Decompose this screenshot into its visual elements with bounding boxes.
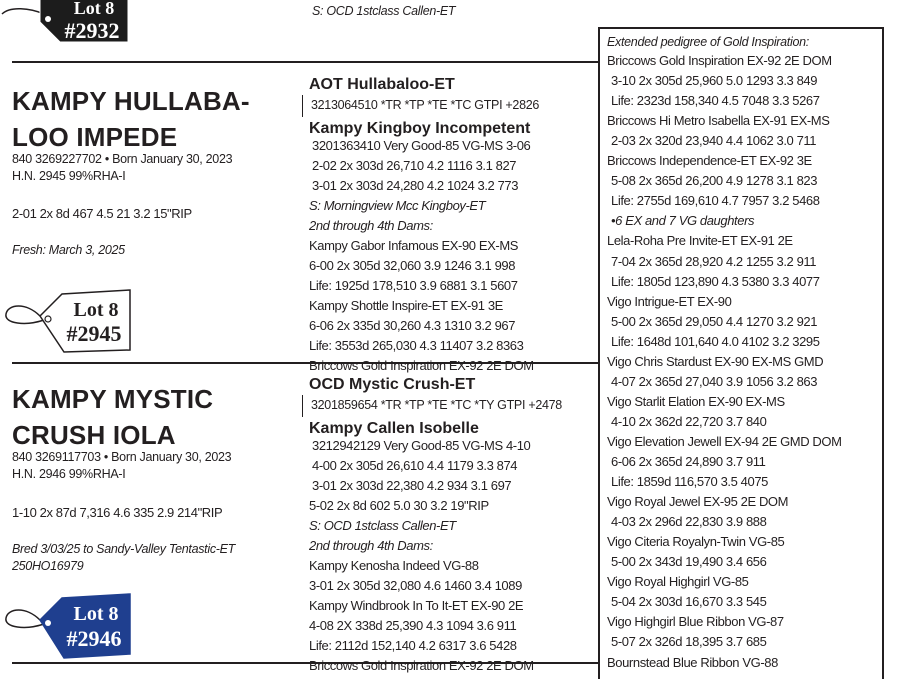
- pedigree-animal: Vigo Intrigue-ET EX-90: [607, 293, 732, 309]
- pedigree-record: 6-06 2x 365d 24,890 3.7 911: [611, 454, 766, 469]
- lot1-name-line1: KAMPY HULLABA-: [12, 86, 250, 116]
- pedigree-line: Kampy Windbrook In To It-ET EX-90 2E: [309, 598, 524, 613]
- pedigree-animal: Vigo Royal Highgirl VG-85: [607, 574, 749, 590]
- pedigree-record: 5-08 2x 365d 26,200 4.9 1278 3.1 823: [611, 173, 818, 189]
- pedigree-animal: Vigo Chris Stardust EX-90 EX-MS GMD: [607, 353, 824, 369]
- pedigree-animal: Vigo Highgirl Blue Ribbon VG-87: [607, 614, 784, 630]
- lot2-sire-bar: [302, 395, 303, 417]
- top-sire-line: S: OCD 1stclass Callen-ET: [312, 4, 456, 18]
- pedigree-record: 2-03 2x 320d 23,940 4.4 1062 3.0 711: [611, 133, 817, 149]
- pedigree-animal: Bournstead Blue Ribbon VG-88: [607, 654, 778, 670]
- extended-pedigree-box: [598, 27, 884, 679]
- lot1-sire-bar: [302, 95, 303, 117]
- pedigree-line: 6-00 2x 305d 32,060 3.9 1246 3.1 998: [309, 258, 516, 273]
- pedigree-line: S: OCD 1stclass Callen-ET: [309, 518, 456, 533]
- pedigree-animal: Lela-Roha Pre Invite-ET EX-91 2E: [607, 233, 793, 249]
- pedigree-record: 5-07 2x 326d 18,395 3.7 685: [611, 634, 767, 650]
- pedigree-animal: Vigo Citeria Royalyn-Twin VG-85: [607, 534, 785, 550]
- lot1-record: 2-01 2x 8d 467 4.5 21 3.2 15"RIP: [12, 206, 192, 221]
- pedigree-record: 4-07 2x 365d 27,040 3.9 1056 3.2 863: [611, 373, 818, 389]
- lot1-herd-number: H.N. 2945 99%RHA-I: [12, 169, 126, 183]
- pedigree-line: 3201363410 Very Good-85 VG-MS 3-06: [312, 138, 531, 153]
- lot1-sire: AOT Hullabaloo-ET: [309, 76, 455, 93]
- pedigree-line: 4-00 2x 305d 26,610 4.4 1179 3.3 874: [312, 458, 518, 473]
- pedigree-record: 4-10 2x 362d 22,720 3.7 840: [611, 413, 767, 429]
- lot1-dam: Kampy Kingboy Incompetent: [309, 120, 531, 137]
- pedigree-line: 3212942129 Very Good-85 VG-MS 4-10: [312, 438, 531, 453]
- pedigree-line: Kampy Shottle Inspire-ET EX-91 3E: [309, 298, 503, 313]
- pedigree-record: 5-00 2x 365d 29,050 4.4 1270 3.2 921: [611, 313, 818, 329]
- pedigree-record: Life: 2755d 169,610 4.7 7957 3.2 5468: [611, 193, 820, 209]
- lot-tag-2932: [0, 0, 135, 50]
- pedigree-line: Briccows Gold Inspiration EX-92 2E DOM: [309, 358, 534, 373]
- pedigree-record: 3-10 2x 305d 25,960 5.0 1293 3.3 849: [611, 73, 818, 89]
- pedigree-record: 5-00 2x 343d 19,490 3.4 656: [611, 554, 767, 570]
- lot-tag-label: Lot 8: [73, 0, 115, 18]
- pedigree-record: Life: 1859d 116,570 3.5 4075: [611, 474, 768, 490]
- lot1-note: Fresh: March 3, 2025: [12, 243, 125, 257]
- pedigree-line: 6-06 2x 335d 30,260 4.3 1310 3.2 967: [309, 318, 516, 333]
- lot-tag-label: Lot 8: [73, 299, 119, 321]
- pedigree-header: Extended pedigree of Gold Inspiration:: [607, 35, 809, 49]
- pedigree-line: 5-02 2x 8d 602 5.0 30 3.2 19"RIP: [309, 498, 489, 513]
- pedigree-record: •6 EX and 7 VG daughters: [611, 213, 755, 229]
- lot2-sire-info: 3201859654 *TR *TP *TE *TC *TY GTPI +2478: [311, 398, 562, 412]
- pedigree-line: Kampy Kenosha Indeed VG-88: [309, 558, 479, 573]
- pedigree-line: Life: 3553d 265,030 4.3 11407 3.2 8363: [309, 338, 524, 353]
- lot2-name-line2: CRUSH IOLA: [12, 420, 176, 450]
- pedigree-line: 2nd through 4th Dams:: [309, 218, 433, 233]
- pedigree-record: 5-04 2x 303d 16,670 3.3 545: [611, 594, 767, 610]
- lot2-sire: OCD Mystic Crush-ET: [309, 376, 476, 393]
- lot2-note1: Bred 3/03/25 to Sandy-Valley Tentastic-ET: [12, 542, 236, 556]
- pedigree-animal: Briccows Independence-ET EX-92 3E: [607, 153, 812, 169]
- lot2-registration: 840 3269117703 • Born January 30, 2023: [12, 450, 232, 464]
- pedigree-line: 3-01 2x 305d 32,080 4.6 1460 3.4 1089: [309, 578, 522, 593]
- pedigree-line: 2-02 2x 303d 26,710 4.2 1116 3.1 827: [312, 158, 517, 173]
- pedigree-line: Kampy Gabor Infamous EX-90 EX-MS: [309, 238, 519, 253]
- pedigree-record: Life: 1805d 123,890 4.3 5380 3.3 4077: [611, 273, 820, 289]
- pedigree-animal: Briccows Hi Metro Isabella EX-91 EX-MS: [607, 113, 830, 129]
- pedigree-line: Life: 1925d 178,510 3.9 6881 3.1 5607: [309, 278, 518, 293]
- lot2-dam: Kampy Callen Isobelle: [309, 420, 479, 437]
- lot2-record: 1-10 2x 87d 7,316 4.6 335 2.9 214"RIP: [12, 505, 223, 520]
- pedigree-animal: Vigo Royal Jewel EX-95 2E DOM: [607, 494, 789, 510]
- lot-tag-2945: [4, 286, 134, 356]
- pedigree-line: Life: 2112d 152,140 4.2 6317 3.6 5428: [309, 638, 517, 653]
- lot1-sire-info: 3213064510 *TR *TP *TE *TC GTPI +2826: [311, 98, 540, 112]
- pedigree-animal: Vigo Elevation Jewell EX-94 2E GMD DOM: [607, 433, 842, 449]
- lot-tag-2946: [4, 590, 134, 662]
- lot-tag-number: #2932: [64, 18, 120, 43]
- pedigree-record: 4-03 2x 296d 22,830 3.9 888: [611, 514, 767, 530]
- lot-tag-number: #2945: [66, 321, 122, 346]
- pedigree-line: 2nd through 4th Dams:: [309, 538, 433, 553]
- lot1-registration: 840 3269227702 • Born January 30, 2023: [12, 152, 233, 166]
- pedigree-animal: Briccows Gold Inspiration EX-92 2E DOM: [607, 53, 832, 68]
- pedigree-line: 4-08 2X 338d 25,390 4.3 1094 3.6 911: [309, 618, 517, 633]
- pedigree-record: Life: 2323d 158,340 4.5 7048 3.3 5267: [611, 93, 820, 109]
- lot2-name-line1: KAMPY MYSTIC: [12, 384, 214, 414]
- lot1-name-line2: LOO IMPEDE: [12, 122, 178, 152]
- divider-top: [12, 61, 598, 63]
- lot-tag-number: #2946: [66, 626, 122, 651]
- pedigree-record: Life: 1648d 101,640 4.0 4102 3.2 3295: [611, 333, 820, 349]
- pedigree-line: S: Morningview Mcc Kingboy-ET: [309, 198, 486, 213]
- lot-tag-label: Lot 8: [73, 603, 119, 625]
- pedigree-line: 3-01 2x 303d 22,380 4.2 934 3.1 697: [312, 478, 512, 493]
- pedigree-line: 3-01 2x 303d 24,280 4.2 1024 3.2 773: [312, 178, 519, 193]
- lot2-note2: 250HO16979: [12, 559, 84, 573]
- lot2-herd-number: H.N. 2946 99%RHA-I: [12, 467, 126, 481]
- pedigree-record: 7-04 2x 365d 28,920 4.2 1255 3.2 911: [611, 253, 817, 269]
- pedigree-line: Briccows Gold Inspiration EX-92 2E DOM: [309, 658, 534, 673]
- pedigree-animal: Vigo Starlit Elation EX-90 EX-MS: [607, 393, 785, 409]
